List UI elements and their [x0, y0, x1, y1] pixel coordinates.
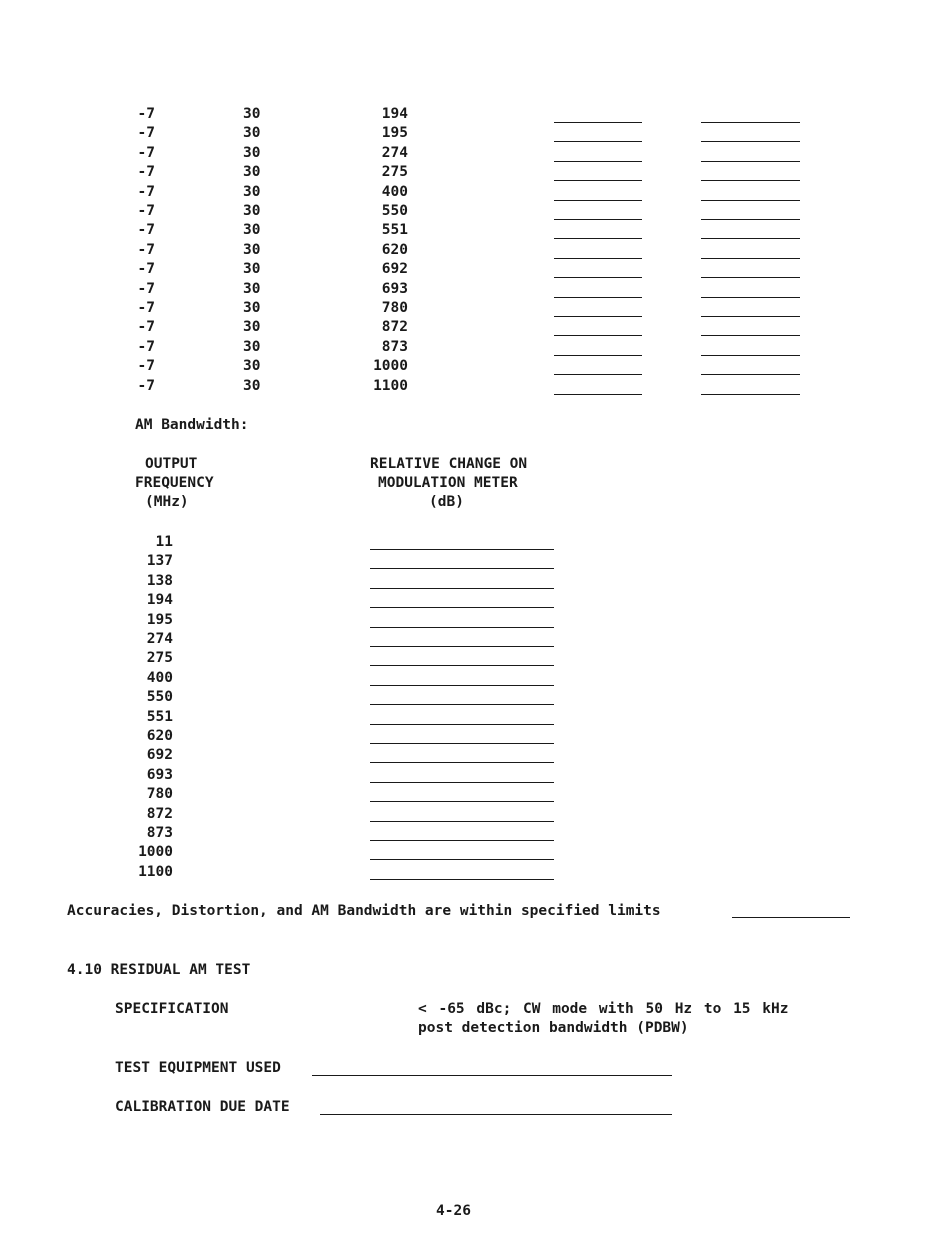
top-row-col3: 550 — [381, 203, 408, 219]
top-row-col1: -7 — [137, 144, 155, 161]
top-row-col3: 692 — [381, 261, 408, 278]
top-row-entry-line-2[interactable] — [701, 258, 800, 259]
limits-result-line[interactable] — [732, 917, 850, 918]
bandwidth-frequency: 693 — [146, 766, 173, 783]
bandwidth-entry-line[interactable] — [370, 879, 554, 880]
top-row-col3: 1100 — [373, 377, 408, 394]
top-row-col3: 195 — [381, 125, 408, 142]
top-row-col3: 872 — [381, 319, 408, 336]
top-row-col1: -7 — [137, 377, 155, 394]
bandwidth-frequency: 692 — [146, 747, 173, 764]
bandwidth-frequency: 195 — [146, 611, 173, 628]
top-row-entry-line-2[interactable] — [701, 219, 800, 220]
bandwidth-entry-line[interactable] — [370, 762, 554, 763]
top-row-col3: 780 — [381, 300, 408, 316]
top-row-entry-line-2[interactable] — [701, 297, 800, 298]
top-row-col2: 30 — [243, 358, 261, 375]
top-row-col1: -7 — [137, 338, 155, 355]
calibration-label: CALIBRATION DUE DATE — [115, 1099, 290, 1115]
bandwidth-entry-line[interactable] — [370, 685, 554, 686]
specification-line2: post detection bandwidth (PDBW) — [418, 1020, 689, 1036]
top-row-col3: 693 — [381, 280, 408, 297]
top-row-col3: 620 — [381, 241, 408, 258]
top-row-entry-line-2[interactable] — [701, 141, 800, 142]
top-row-col2: 30 — [243, 125, 261, 142]
top-row-entry-line-2[interactable] — [701, 355, 800, 356]
test-equipment-label: TEST EQUIPMENT USED — [115, 1060, 281, 1076]
relative-change-header-line3: (dB) — [429, 494, 464, 510]
calibration-line[interactable] — [320, 1114, 672, 1115]
top-row-col2: 30 — [243, 377, 261, 394]
top-row-col2: 30 — [243, 144, 261, 161]
top-row-entry-line-2[interactable] — [701, 122, 800, 123]
top-row-entry-line-2[interactable] — [701, 394, 800, 395]
bandwidth-frequency: 551 — [146, 708, 173, 725]
page-number: 4-26 — [436, 1203, 471, 1219]
bandwidth-entry-line[interactable] — [370, 704, 554, 705]
output-header-line1: OUTPUT — [145, 456, 198, 472]
top-row-col1: -7 — [137, 125, 155, 142]
top-row-entry-line-2[interactable] — [701, 161, 800, 162]
specification-label: SPECIFICATION — [115, 1001, 229, 1017]
top-row-col1: -7 — [137, 280, 155, 297]
relative-change-header-line2: MODULATION METER — [378, 475, 518, 491]
bandwidth-entry-line[interactable] — [370, 568, 554, 569]
top-row-col2: 30 — [243, 106, 261, 122]
top-row-entry-line-2[interactable] — [701, 316, 800, 317]
top-row-entry-line-2[interactable] — [701, 180, 800, 181]
top-row-entry-line-1[interactable] — [554, 335, 642, 336]
top-row-entry-line-1[interactable] — [554, 238, 642, 239]
top-row-entry-line-1[interactable] — [554, 297, 642, 298]
bandwidth-entry-line[interactable] — [370, 665, 554, 666]
bandwidth-entry-line[interactable] — [370, 782, 554, 783]
bandwidth-entry-line[interactable] — [370, 840, 554, 841]
output-header-line3: (MHz) — [145, 494, 189, 510]
bandwidth-frequency: 872 — [146, 805, 173, 822]
relative-change-header-line1: RELATIVE CHANGE ON — [370, 456, 528, 472]
top-row-entry-line-1[interactable] — [554, 180, 642, 181]
bandwidth-frequency: 400 — [146, 669, 173, 686]
top-row-col3: 275 — [381, 164, 408, 181]
top-row-col2: 30 — [243, 183, 261, 200]
bandwidth-frequency: 620 — [146, 728, 173, 744]
bandwidth-frequency: 137 — [146, 553, 173, 570]
am-bandwidth-heading: AM Bandwidth: — [135, 417, 249, 433]
top-row-entry-line-1[interactable] — [554, 141, 642, 142]
top-row-col3: 1000 — [373, 358, 408, 375]
top-row-col1: -7 — [137, 164, 155, 181]
top-row-entry-line-1[interactable] — [554, 161, 642, 162]
bandwidth-entry-line[interactable] — [370, 821, 554, 822]
top-row-col2: 30 — [243, 261, 261, 278]
top-row-entry-line-2[interactable] — [701, 200, 800, 201]
top-row-col3: 274 — [381, 144, 408, 161]
bandwidth-entry-line[interactable] — [370, 646, 554, 647]
top-row-col1: -7 — [137, 203, 155, 219]
bandwidth-frequency: 194 — [146, 592, 173, 609]
top-row-entry-line-1[interactable] — [554, 219, 642, 220]
top-row-entry-line-1[interactable] — [554, 277, 642, 278]
bandwidth-frequency: 550 — [146, 689, 173, 706]
section-title: 4.10 RESIDUAL AM TEST — [67, 962, 251, 978]
top-row-col1: -7 — [137, 358, 155, 375]
top-row-col3: 194 — [381, 106, 408, 122]
bandwidth-frequency: 275 — [146, 650, 173, 667]
specification-line1: < -65 dBc; CW mode with 50 Hz to 15 kHz — [418, 1001, 789, 1017]
top-row-col2: 30 — [243, 203, 261, 219]
bandwidth-entry-line[interactable] — [370, 607, 554, 608]
top-row-col2: 30 — [243, 164, 261, 181]
bandwidth-frequency: 274 — [146, 631, 173, 647]
top-row-col2: 30 — [243, 241, 261, 258]
top-row-col1: -7 — [137, 106, 155, 122]
bandwidth-entry-line[interactable] — [370, 801, 554, 802]
top-row-entry-line-1[interactable] — [554, 394, 642, 395]
top-row-entry-line-1[interactable] — [554, 355, 642, 356]
top-row-col2: 30 — [243, 280, 261, 297]
top-row-entry-line-1[interactable] — [554, 200, 642, 201]
bandwidth-entry-line[interactable] — [370, 549, 554, 550]
top-row-entry-line-2[interactable] — [701, 277, 800, 278]
bandwidth-frequency: 1100 — [138, 863, 173, 880]
top-row-entry-line-1[interactable] — [554, 374, 642, 375]
top-row-col2: 30 — [243, 222, 261, 239]
top-row-col1: -7 — [137, 261, 155, 278]
bandwidth-entry-line[interactable] — [370, 859, 554, 860]
top-row-col2: 30 — [243, 319, 261, 336]
top-row-entry-line-1[interactable] — [554, 258, 642, 259]
top-row-col1: -7 — [137, 300, 155, 316]
top-row-entry-line-1[interactable] — [554, 122, 642, 123]
output-header-line2: FREQUENCY — [135, 475, 214, 491]
bandwidth-frequency: 873 — [146, 825, 173, 841]
bandwidth-frequency: 780 — [146, 786, 173, 803]
top-row-col1: -7 — [137, 222, 155, 239]
top-row-entry-line-1[interactable] — [554, 316, 642, 317]
bandwidth-entry-line[interactable] — [370, 724, 554, 725]
limits-statement: Accuracies, Distortion, and AM Bandwidth are within specified limits — [67, 903, 661, 919]
test-equipment-line[interactable] — [312, 1075, 672, 1076]
top-row-col1: -7 — [137, 183, 155, 200]
bandwidth-entry-line[interactable] — [370, 627, 554, 628]
top-row-col2: 30 — [243, 338, 261, 355]
bandwidth-frequency: 138 — [146, 572, 173, 589]
bandwidth-entry-line[interactable] — [370, 743, 554, 744]
top-row-col2: 30 — [243, 300, 261, 316]
top-row-entry-line-2[interactable] — [701, 374, 800, 375]
top-row-col1: -7 — [137, 241, 155, 258]
bandwidth-frequency: 1000 — [138, 844, 173, 861]
bandwidth-frequency: 11 — [155, 534, 173, 550]
top-row-col3: 873 — [381, 338, 408, 355]
top-row-entry-line-2[interactable] — [701, 238, 800, 239]
top-row-col3: 400 — [381, 183, 408, 200]
top-row-col1: -7 — [137, 319, 155, 336]
top-row-col3: 551 — [381, 222, 408, 239]
bandwidth-entry-line[interactable] — [370, 588, 554, 589]
top-row-entry-line-2[interactable] — [701, 335, 800, 336]
